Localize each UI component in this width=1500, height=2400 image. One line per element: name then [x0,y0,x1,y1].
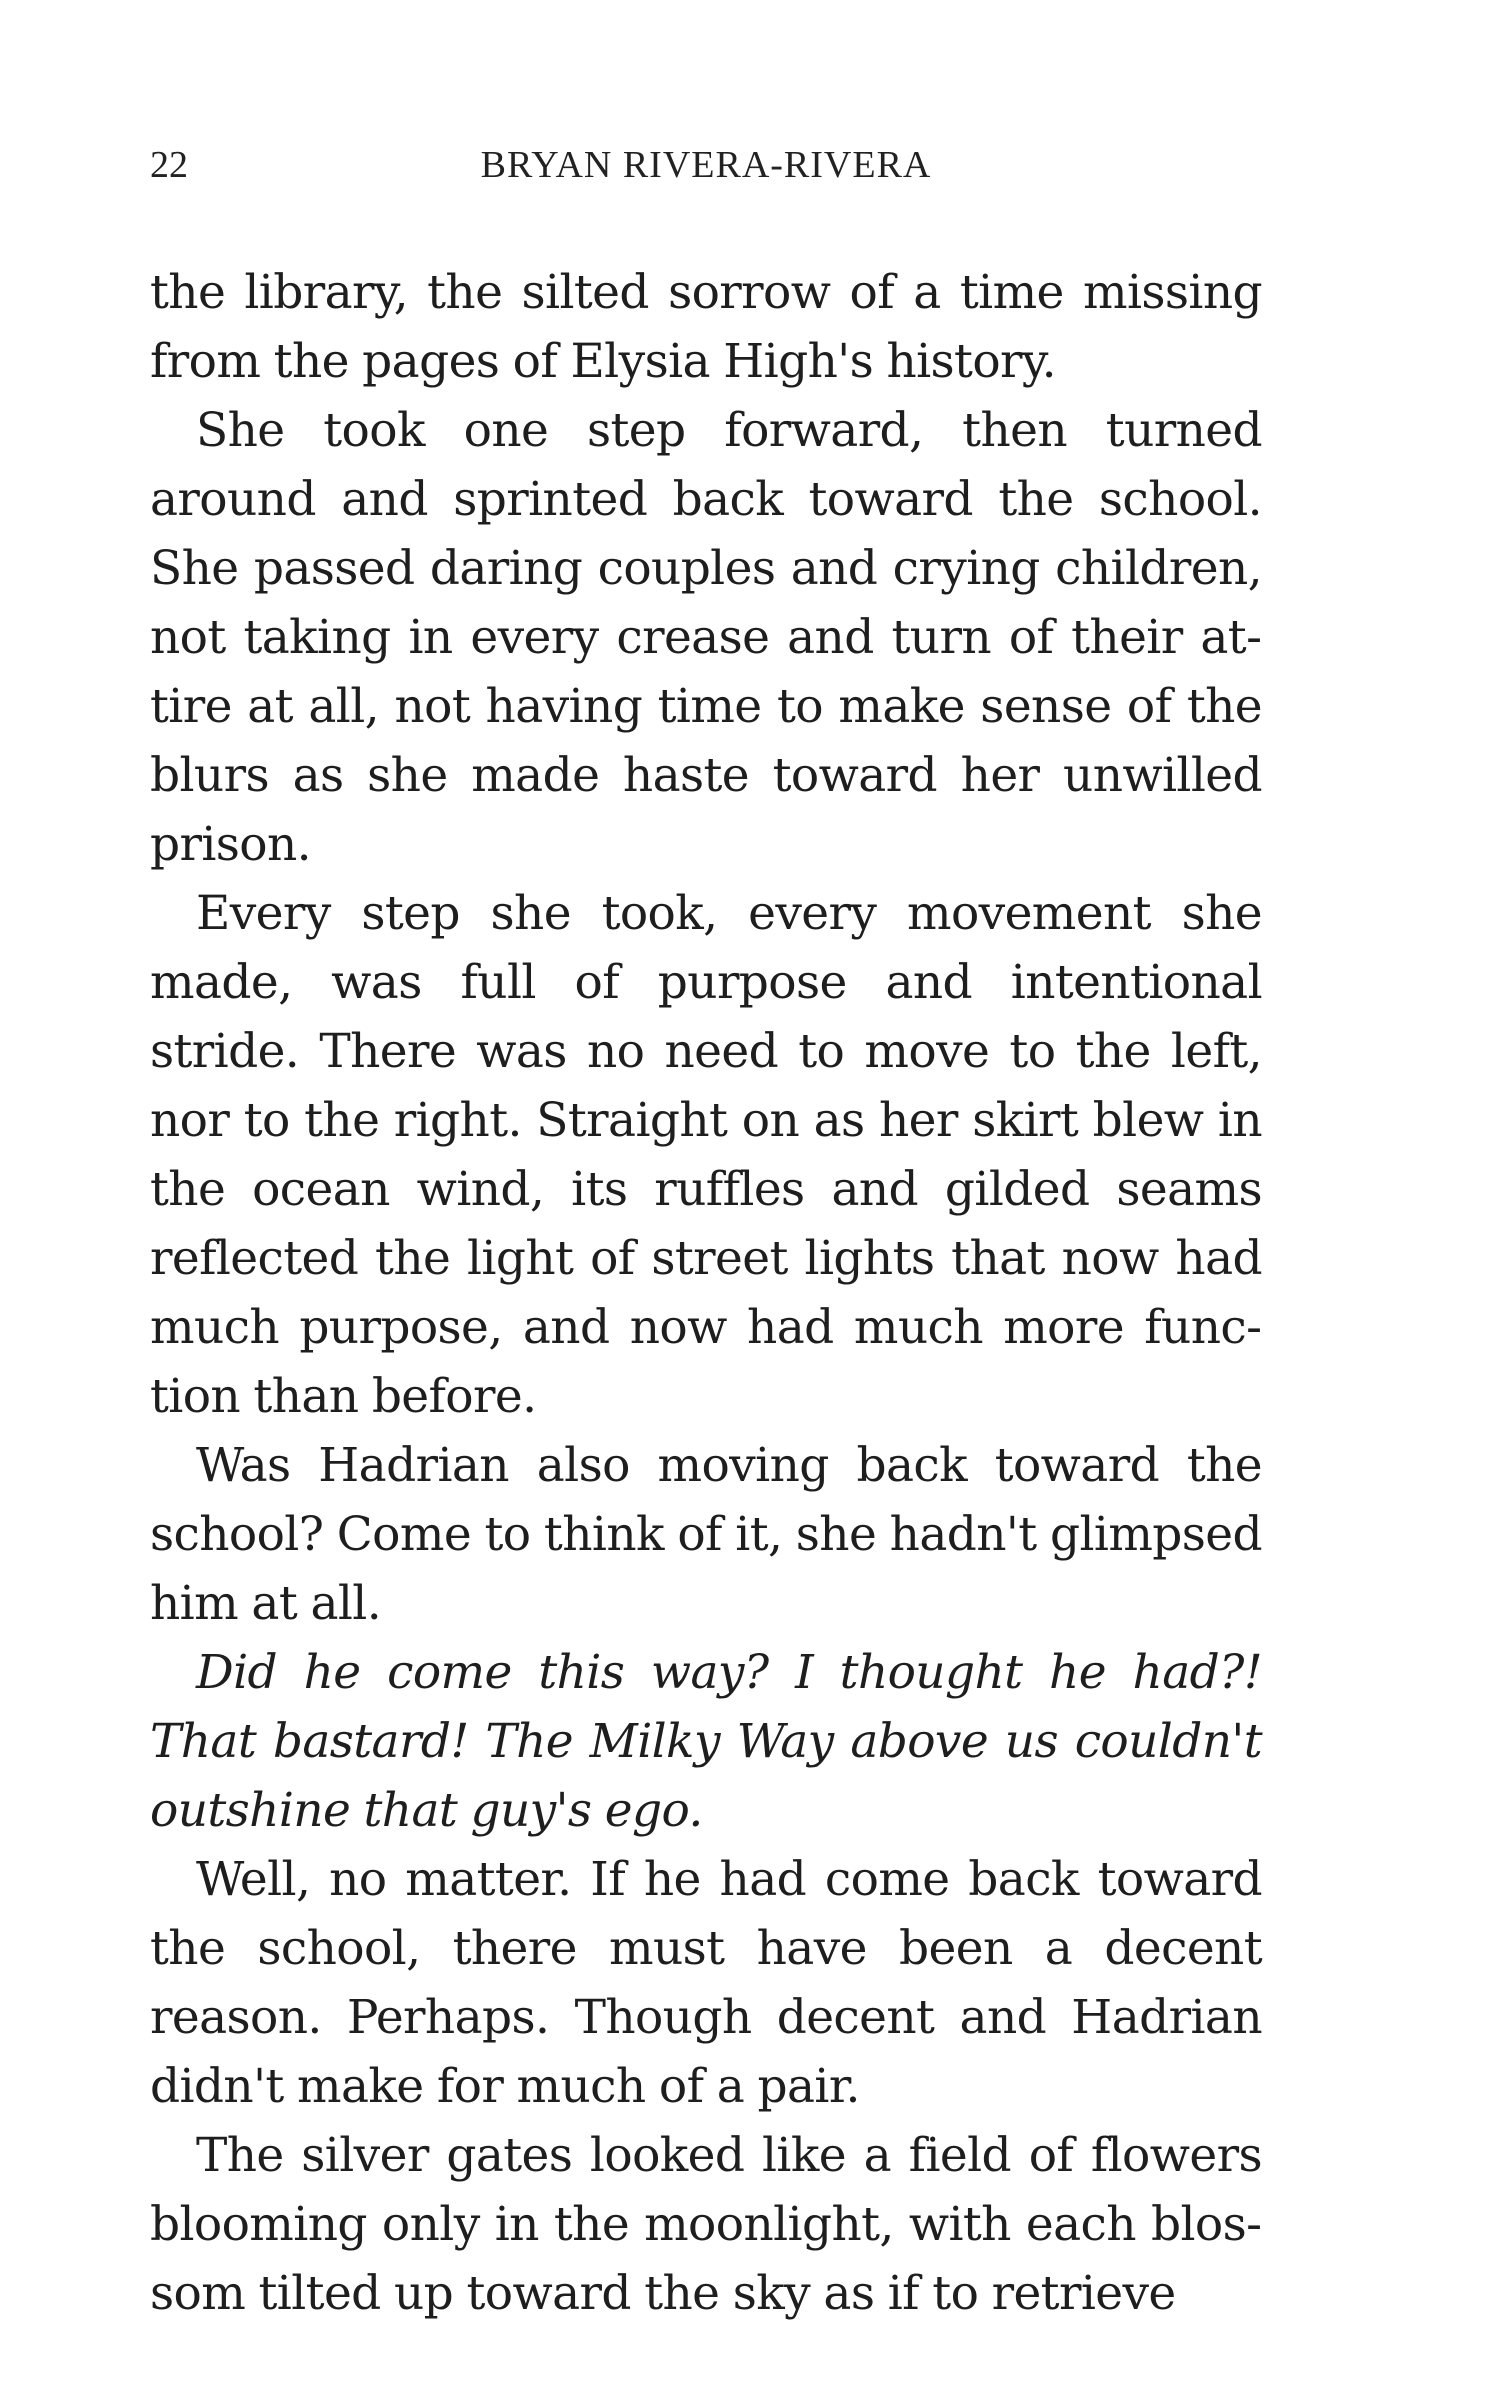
italic-thought-paragraph: Did he come this way? I thought he had?! That bastard! The Milky Way above us couldn't outshine that guy's ego. [150,1645,1262,1838]
paragraph: Every step she took, every movement she made, was full of purpose and intentional stride. There was no need to move to the left, nor to the right. Straight on as her skirt blew in the ocean wind, its ruffles and gilded seams reflected the light of street lights that now had much purpose, and now had much more function than before. [150,886,1262,1424]
body-text [150,258,1262,2328]
paragraph-continued: the library, the silted sorrow of a time missing from the pages of Elysia High's history. [150,265,1262,389]
paragraph: The silver gates looked like a field of flowers blooming only in the moonlight, with each blossom tilted up toward the sky as if to retrieve [150,2128,1262,2321]
paragraph: Well, no matter. If he had come back toward the school, there must have been a decent reason. Perhaps. Though decent and Hadrian didn't make for much of a pair. [150,1852,1262,2114]
page-number: 22 [150,144,188,186]
paragraph: She took one step forward, then turned around and sprinted back toward the school. She passed daring couples and crying children, not taking in every crease and turn of their attire at all, not having time to make sense of the blurs as she made haste toward her unwilled prison. [150,403,1262,872]
running-title: BRYAN RIVERA-RIVERA [480,144,932,186]
running-head [150,140,1262,190]
paragraph: Was Hadrian also moving back toward the school? Come to think of it, she hadn't glimpsed him at all. [150,1438,1262,1631]
